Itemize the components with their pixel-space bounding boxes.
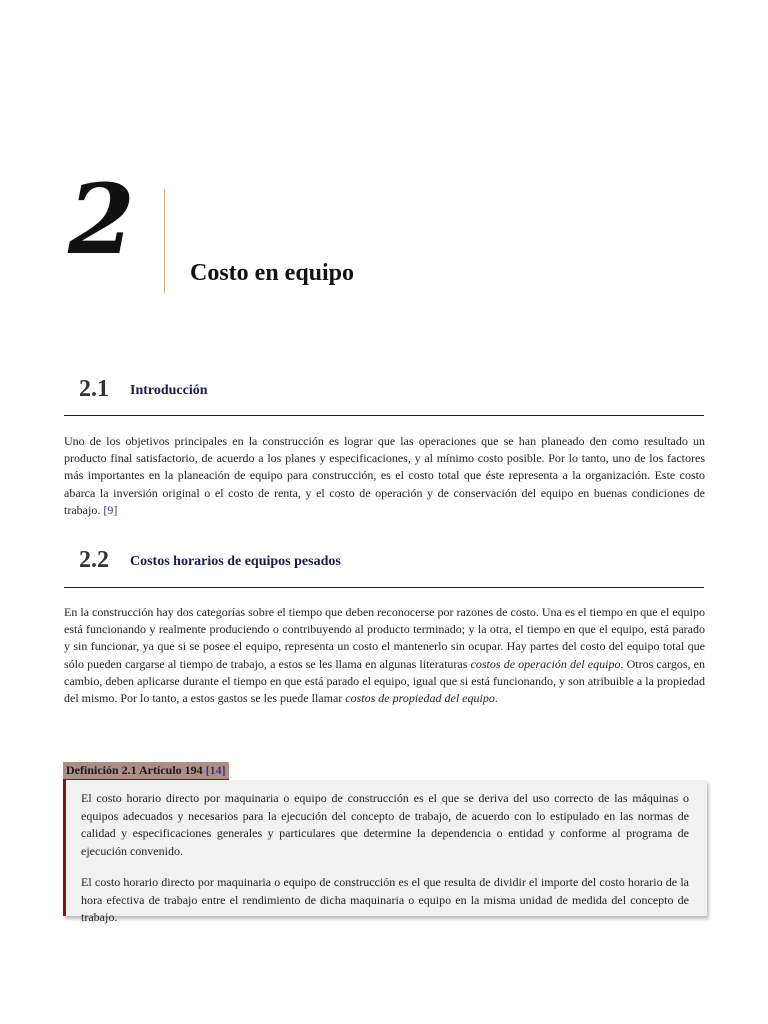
chapter-number: 2 (68, 163, 135, 276)
definition-paragraph: El costo horario directo por maquinaria o equipo de construcción es el que se deriva del uso correcto de las máquinas o equipos adecuados y necesarios para la ejecución del concepto de trabajo, de acuerdo con lo estipulado en las normas de calidad y especificaciones generales y particulares que determine la dependencia o entidad y conforme al programa de ejecución convenido. (81, 791, 689, 858)
chapter-divider (164, 189, 165, 293)
definition-box (63, 780, 707, 924)
section-rule (64, 415, 704, 416)
definition-label (63, 762, 229, 781)
paragraph-text: En la construcción hay dos categorías sobre el tiempo que deben reconocerse por razones de costo. Una es el tiempo en que el equipo está funcionando y realmente produciendo o contribuyendo al producto terminado; y la otra, el tiempo en que el equipo, está parado y sin funcionar, ya que si se posee el equipo, representa un costo el mantenerlo sin ocupar. Hay partes del costo del equipo total que sólo pueden cargarse al tiempo de trabajo, a estos se les llama en algunas literaturas (64, 605, 705, 671)
citation-link[interactable]: [9] (103, 502, 118, 517)
section-number: 2.1 (79, 376, 109, 402)
section-title: Introducción (130, 383, 208, 398)
intro-text: Uno de los objetivos principales en la construcción es lograr que las operaciones que se han planeado den como resultado un producto final satisfactorio, de acuerdo a los planes y especificaciones, y al mínimo costo posible. Por lo tanto, uno de los factores más importantes en la planeación de equipo para construcción, es el costo total que éste representa a la organización. Este costo abarca la inversión original o el costo de renta, y el costo de operación y de conservación del equipo en buenas condiciones de trabajo. (64, 434, 705, 517)
chapter-title: Costo en equipo (190, 260, 355, 286)
paragraph-text: . Otros cargos, en cambio, deben aplicarse durante el tiempo en que está parado el equipo, igual que si está funcionando, y son atribuible a la propiedad del mismo. Por lo tanto, a estos gastos se les puede llamar (64, 656, 705, 706)
section-rule (64, 587, 704, 588)
definition-label-text: Definición 2.1 Artículo 194 (66, 763, 206, 777)
citation-link[interactable]: [14] (205, 763, 226, 777)
emphasis-term: costos de operación del equipo (470, 656, 621, 671)
costos-paragraph (64, 604, 705, 707)
section-title: Costos horarios de equipos pesados (130, 554, 341, 569)
definition-paragraph: El costo horario directo por maquinaria o equipo de construcción es el que resulta de dividir el importe del costo horario de la hora efectiva de trabajo entre el rendimiento de dicha maquinaria o equipo en la misma unidad de medida del concepto de trabajo. (81, 875, 689, 924)
section-number: 2.2 (79, 547, 109, 573)
emphasis-term: costos de propiedad del equipo (345, 691, 495, 706)
paragraph-text: . (494, 691, 498, 706)
intro-paragraph (64, 433, 705, 519)
